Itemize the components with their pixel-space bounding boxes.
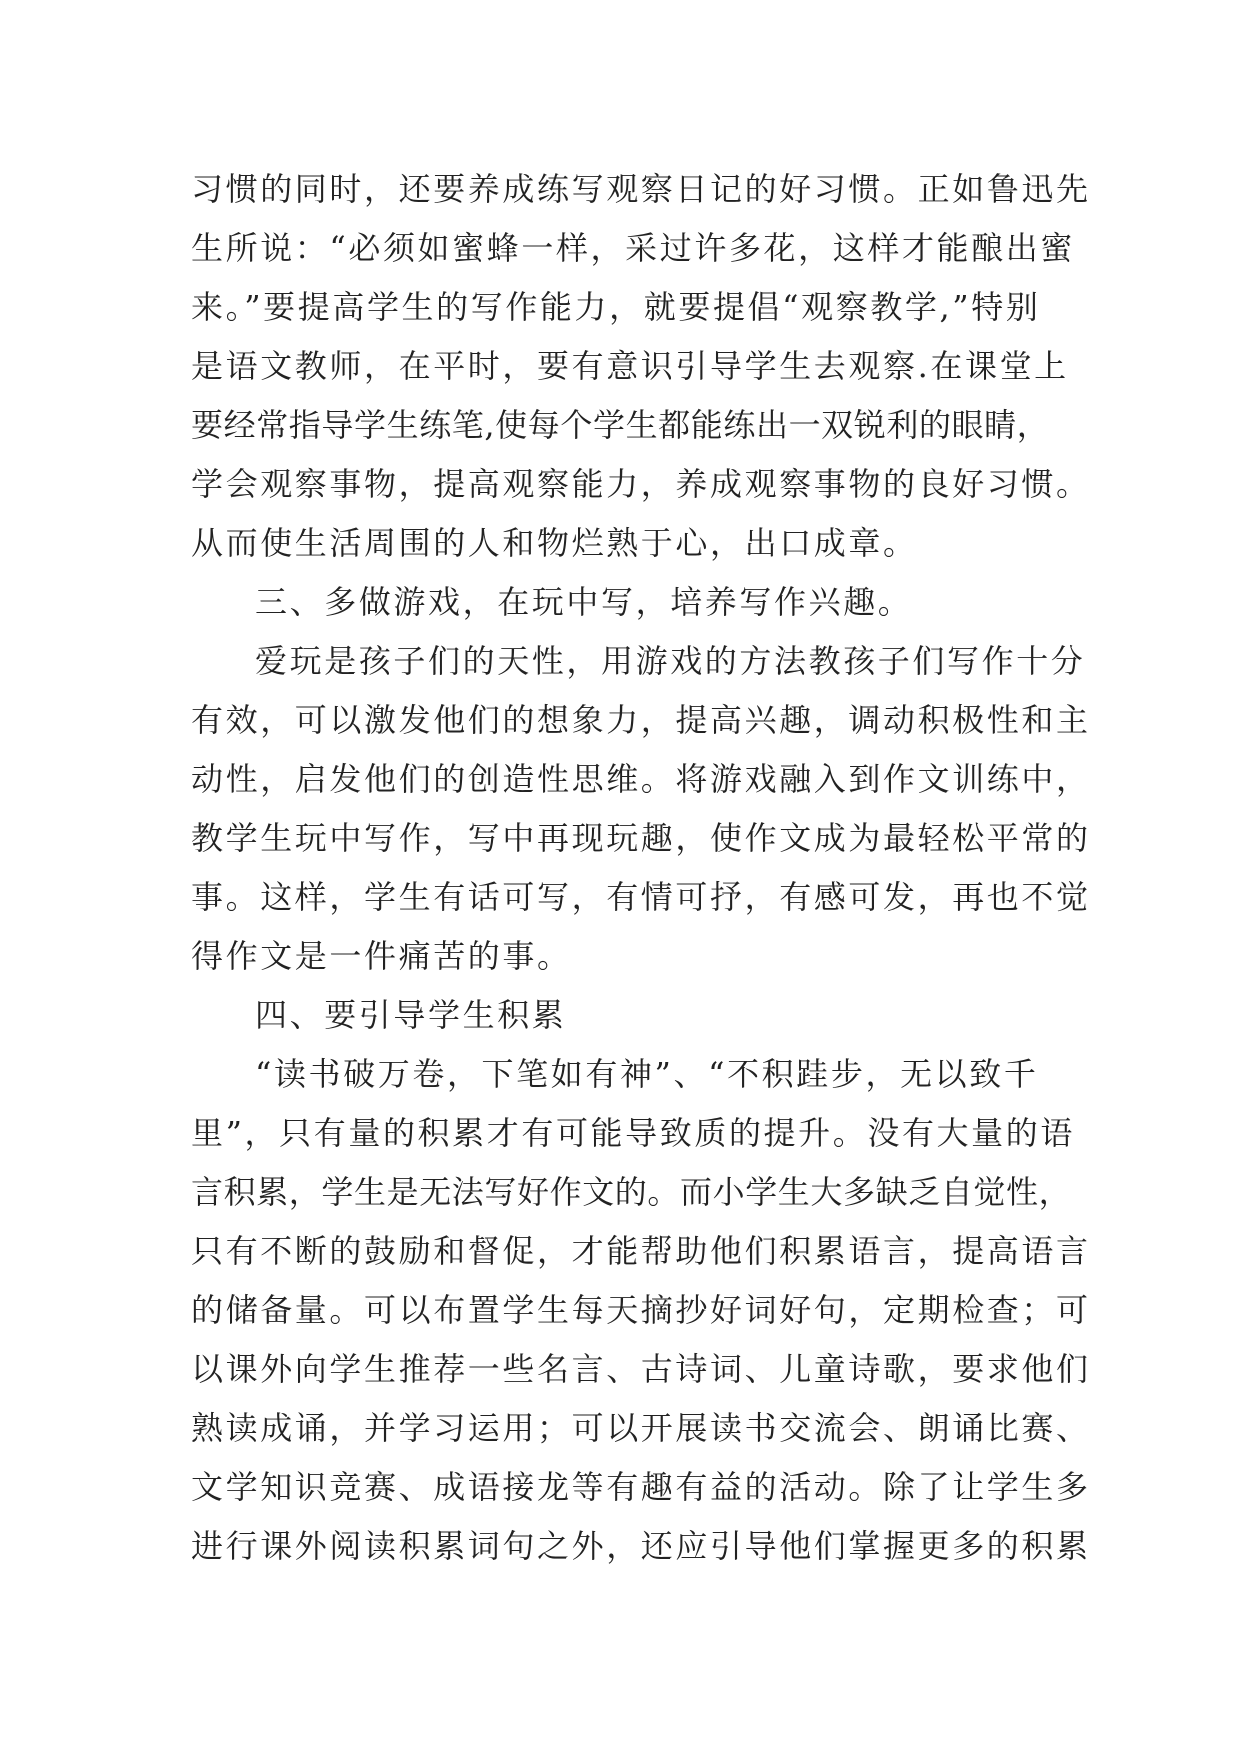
text-line: 有效，可以激发他们的想象力，提高兴趣，调动积极性和主 [191,701,1091,739]
text-line: 学会观察事物，提高观察能力，养成观察事物的良好习惯。 [191,465,1091,503]
text-line: 爱玩是孩子们的天性，用游戏的方法教孩子们写作十分 [255,642,1086,680]
text-line: “读书破万卷，下笔如有神”、“不积跬步，无以致千 [255,1055,1039,1093]
section-heading: 三、多做游戏，在玩中写，培养写作兴趣。 [255,583,913,621]
text-line: 得作文是一件痛苦的事。 [191,937,572,975]
text-line: 从而使生活周围的人和物烂熟于心，出口成章。 [191,524,918,562]
text-line: 言积累，学生是无法写好作文的。而小学生大多缺乏自觉性， [191,1173,1072,1211]
text-line: 习惯的同时，还要养成练写观察日记的好习惯。正如鲁迅先 [191,170,1091,208]
text-line: 的储备量。可以布置学生每天摘抄好词好句，定期检查；可 [191,1291,1091,1329]
body-text [191,160,1091,1576]
text-line: 教学生玩中写作，写中再现玩趣，使作文成为最轻松平常的 [191,819,1091,857]
text-line: 要经常指导学生练笔,使每个学生都能练出一双锐利的眼睛， [191,406,1050,444]
text-line: 进行课外阅读积累词句之外，还应引导他们掌握更多的积累 [191,1527,1091,1565]
text-line: 来。”要提高学生的写作能力，就要提倡“观察教学,”特别 [191,288,1041,326]
text-line: 以课外向学生推荐一些名言、古诗词、儿童诗歌，要求他们 [191,1350,1091,1388]
section-heading: 四、要引导学生积累 [255,996,567,1034]
text-line: 是语文教师，在平时，要有意识引导学生去观察.在课堂上 [191,347,1069,385]
text-line: 生所说：“必须如蜜蜂一样，采过许多花，这样才能酿出蜜 [191,229,1075,267]
text-line: 熟读成诵，并学习运用；可以开展读书交流会、朗诵比赛、 [191,1409,1091,1447]
text-line: 里”，只有量的积累才有可能导致质的提升。没有大量的语 [191,1114,1075,1152]
text-line: 事。这样，学生有话可写，有情可抒，有感可发，再也不觉 [191,878,1091,916]
text-line: 只有不断的鼓励和督促，才能帮助他们积累语言，提高语言 [191,1232,1091,1270]
text-line: 文学知识竞赛、成语接龙等有趣有益的活动。除了让学生多 [191,1468,1091,1506]
text-line: 动性，启发他们的创造性思维。将游戏融入到作文训练中， [191,760,1091,798]
